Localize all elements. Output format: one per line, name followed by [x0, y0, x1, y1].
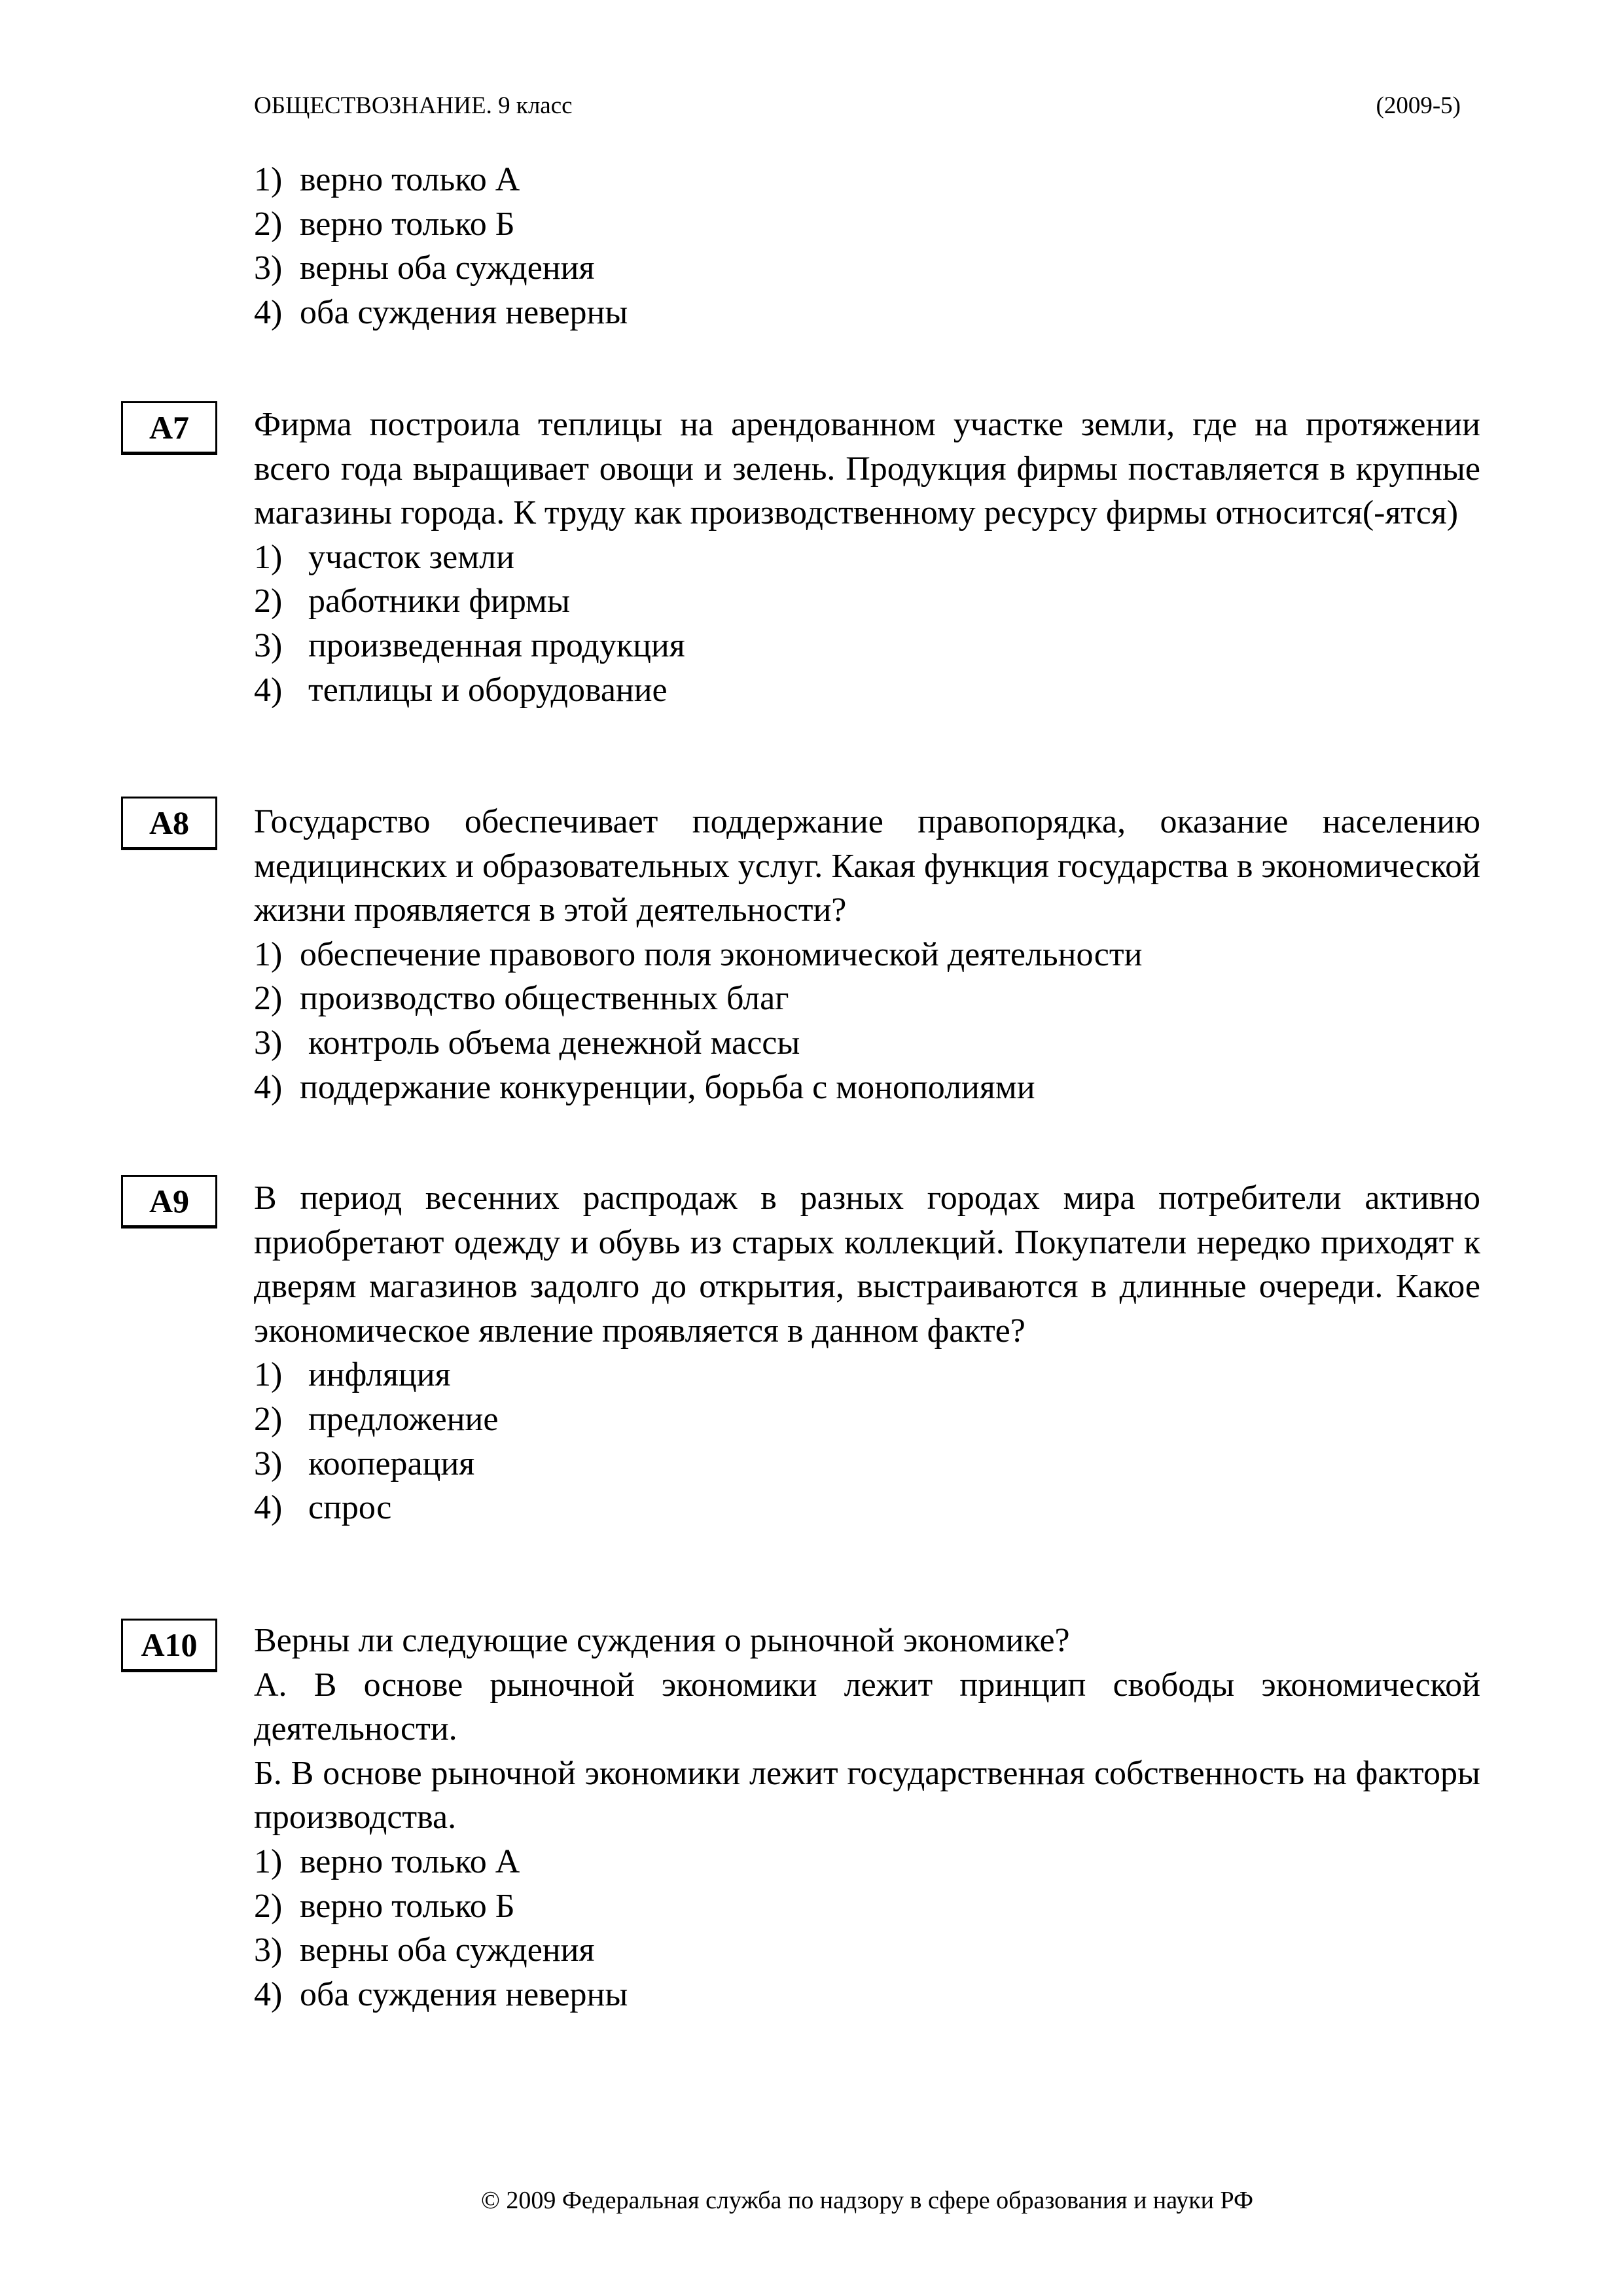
option-text: верно только Б [300, 205, 515, 243]
option-text: оба суждения неверны [300, 1975, 628, 2013]
question-number-box: A10 [121, 1619, 217, 1672]
option [254, 291, 1480, 335]
option [254, 1353, 1480, 1397]
option [254, 624, 1480, 668]
option-number: 3) [254, 1444, 283, 1482]
option-number: 3) [254, 1931, 283, 1969]
option-number: 1) [254, 935, 283, 973]
option [254, 977, 1480, 1021]
option-text: обеспечение правового поля экономической деятельности [300, 935, 1143, 973]
copyright-footer: © 2009 Федеральная служба по надзору в сфере образования и науки РФ [480, 2187, 1254, 2214]
option [254, 158, 1480, 202]
option-text: контроль объема денежной массы [300, 1024, 800, 1062]
option-text: верны оба суждения [300, 1931, 595, 1969]
question-text: Государство обеспечивает поддержание правопорядка, оказание населению медицинских и образовательных услуг. Какая функция государства в экономической жизни проявляется в этой деятельности? [254, 803, 1480, 929]
option-text: произведенная продукция [308, 626, 685, 664]
option-text: оба суждения неверны [300, 293, 628, 331]
question-number-box: A9 [121, 1175, 217, 1229]
option-number: 3) [254, 626, 283, 664]
option-text: верно только А [300, 161, 520, 198]
option-number: 4) [254, 293, 283, 331]
question-a10 [254, 1619, 1480, 2017]
option-text: верны оба суждения [300, 249, 595, 287]
option-text: участок земли [308, 538, 514, 576]
option-number: 1) [254, 1356, 283, 1394]
option-number: 2) [254, 980, 283, 1018]
option-number: 2) [254, 205, 283, 243]
option-number: 1) [254, 538, 283, 576]
question-text: В период весенних распродаж в разных городах мира потребители активно приобретают одежду и обувь из старых коллекций. Покупатели нередко приходят к дверям магазинов задолго до открытия, выстраиваются в длинные очереди. Какое экономическое явление проявляется в данном факте? [254, 1179, 1480, 1350]
option-text: теплицы и оборудование [308, 671, 668, 709]
option [254, 579, 1480, 624]
option [254, 1928, 1480, 1973]
option [254, 1021, 1480, 1066]
option-number: 1) [254, 161, 283, 198]
option [254, 1066, 1480, 1110]
option-number: 2) [254, 1887, 283, 1925]
option [254, 246, 1480, 291]
option-number: 4) [254, 1975, 283, 2013]
option-number: 4) [254, 671, 283, 709]
previous-question-options [254, 158, 1480, 334]
option [254, 1486, 1480, 1530]
option-number: 4) [254, 1068, 283, 1106]
question-a7 [254, 403, 1480, 712]
option-text: работники фирмы [308, 583, 570, 620]
option-number: 1) [254, 1842, 283, 1880]
option-text: производство общественных благ [300, 980, 789, 1018]
option [254, 1442, 1480, 1486]
option-number: 2) [254, 1400, 283, 1438]
option [254, 535, 1480, 580]
subject-header: ОБЩЕСТВОЗНАНИЕ. 9 класс [254, 92, 573, 119]
option [254, 1397, 1480, 1442]
option [254, 1840, 1480, 1884]
question-text: Верны ли следующие суждения о рыночной экономике? [254, 1622, 1070, 1659]
question-number-box: A7 [121, 401, 217, 455]
option-text: спрос [308, 1489, 392, 1527]
option [254, 202, 1480, 247]
option-number: 3) [254, 1024, 283, 1062]
option-text: кооперация [308, 1444, 475, 1482]
option-text: предложение [308, 1400, 499, 1438]
option-number: 4) [254, 1489, 283, 1527]
option [254, 1973, 1480, 2017]
option [254, 933, 1480, 977]
option-text: верно только Б [300, 1887, 515, 1925]
question-a9 [254, 1176, 1480, 1530]
option-text: поддержание конкуренции, борьба с монополиями [300, 1068, 1035, 1106]
option-text: верно только А [300, 1842, 520, 1880]
statement-b: Б. В основе рыночной экономики лежит государственная собственность на факторы производства. [254, 1754, 1480, 1837]
question-a8 [254, 800, 1480, 1109]
option-number: 3) [254, 249, 283, 287]
option [254, 1884, 1480, 1929]
option-number: 2) [254, 583, 283, 620]
variant-code: (2009-5) [1376, 92, 1461, 119]
question-text: Фирма построила теплицы на арендованном участке земли, где на протяжении всего года выращивает овощи и зелень. Продукция фирмы поставляется в крупные магазины города. К труду как производственному ресурсу фирмы относится(-ятся) [254, 406, 1480, 532]
option-text: инфляция [308, 1356, 451, 1394]
question-number-box: A8 [121, 797, 217, 850]
statement-a: А. В основе рыночной экономики лежит принцип свободы экономической деятельности. [254, 1666, 1480, 1748]
option [254, 668, 1480, 713]
